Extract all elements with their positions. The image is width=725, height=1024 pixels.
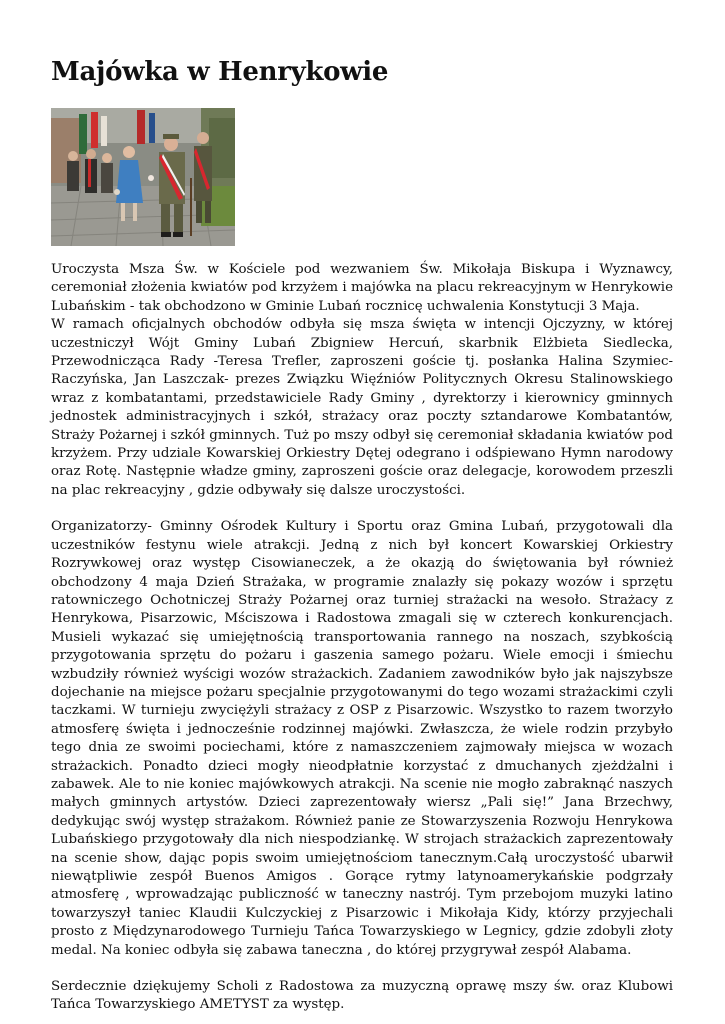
article-title: Majówka w Henrykowie <box>51 57 389 87</box>
festival-paragraph: Organizatorzy- Gminny Ośrodek Kultury i Sportu oraz Gmina Lubań, przygotowali dla uczestników festynu wiele atrakcji. Jedną z nich był koncert Kowarskiej Orkiestry Rozrywkowej oraz występ Cisowianeczek, a że okazją do świętowania był również obchodzony 4 maja Dzień Strażaka, w programie znalazły się pokazy wozów i sprzętu ratowniczego Ochotniczej Straży Pożarnej oraz turniej strażacki na wesoło. Strażacy z Henrykowa, Pisarzowic, Mściszowa i Radostowa zmagali się w czterech konkurencjach. Musieli wykazać się umiejętnością transportowania rannego na noszach, szybkością przygotowania sprzętu do pożaru i gaszenia samego pożaru. Wiele emocji i śmiechu wzbudziły również wyścigi wozów strażackich. Zadaniem zawodników było jak najszybsze dojechanie na miejsce pożaru specjalnie przygotowanymi do tego wozami strażackimi czyli taczkami. W turnieju zwyciężyli strażacy z OSP z Pisarzowic. Wszystko to razem tworzyło atmosferę święta i jednocześnie rodzinnej majówki. Zwłaszcza, że wiele rodzin przybyło tego dnia ze swoimi pociechami, które z namaszczeniem zajmowały miejsca w wozach strażackich. Ponadto dzieci mogły nieodpłatnie korzystać z dmuchanych zjeżdżalni i zabawek. Ale to nie koniec majówkowych atrakcji. Na scenie nie mogło zabraknąć naszych małych gminnych artystów. Dzieci zaprezentowały wiersz „Pali się!” Jana Brzechwy, dedykując swój występ strażakom. Również panie ze Stowarzyszenia Rozwoju Henrykowa Lubańskiego przygotowały dla nich niespodziankę. W strojach strażackich zaprezentowały na scenie show, dając popis swoim umiejętnościom tanecznym.Całą uroczystość ubarwił niewątpliwie zespół Buenos Amigos . Gorące rytmy latynoamerykańskie podgrzały atmosferę , wprowadzając publiczność w taneczny nastrój. Tym przebojom muzyki latino towarzyszył taniec Klaudii Kulczyckiej z Pisarzowic i Mikołaja Kidy, którzy przyjechali prosto z Międzynarodowego Turnieju Tańca Towarzyskiego w Legnicy, gdzie zdobyli złoty medal. Na koniec odbyła się zabawa taneczna , do której przygrywał zespół Alabama. <box>51 519 673 958</box>
thanks-paragraph: Serdecznie dziękujemy Scholi z Radostowa za muzyczną oprawę mszy św. oraz Klubowi Tańca Towarzyskiego AMETYST za występ. <box>51 979 673 1013</box>
paragraph-gap <box>51 960 673 978</box>
intro-paragraph: Uroczysta Msza Św. w Kościele pod wezwaniem Św. Mikołaja Biskupa i Wyznawcy, ceremoniał złożenia kwiatów pod krzyżem i majówka na placu rekreacyjnym w Henrykowie Lubańskim - tak obchodzono w Gminie Lubań rocznicę uchwalenia Konstytucji 3 Maja. <box>51 262 673 314</box>
ceremony-photo[interactable] <box>51 108 235 246</box>
article-body <box>51 261 673 1015</box>
ceremony-photo-icon <box>51 108 235 246</box>
ceremony-paragraph: W ramach oficjalnych obchodów odbyła się msza święta w intencji Ojczyzny, w której uczestniczył Wójt Gminy Lubań Zbigniew Hercuń, skarbnik Elżbieta Siedlecka, Przewodnicząca Rady -Teresa Trefler, zaproszeni goście tj. posłanka Halina Szymiec-Raczyńska, Jan Laszczak- prezes Związku Więźniów Politycznych Okresu Stalinowskiego wraz z kombatantami, przedstawiciele Rady Gminy , dyrektorzy i kierownicy gminnych jednostek administracyjnych i szkół, strażacy oraz poczty sztandarowe Kombatantów, Straży Pożarnej i szkół gminnych. Tuż po mszy odbył się ceremoniał składania kwiatów pod krzyżem. Przy udziale Kowarskiej Orkiestry Dętej odegrano i odśpiewano Hymn narodowy oraz Rotę. Następnie władze gminy, zaproszeni goście oraz delegacje, korowodem przeszli na plac rekreacyjny , gdzie odbywały się dalsze uroczystości. <box>51 317 673 498</box>
paragraph-gap <box>51 500 673 518</box>
